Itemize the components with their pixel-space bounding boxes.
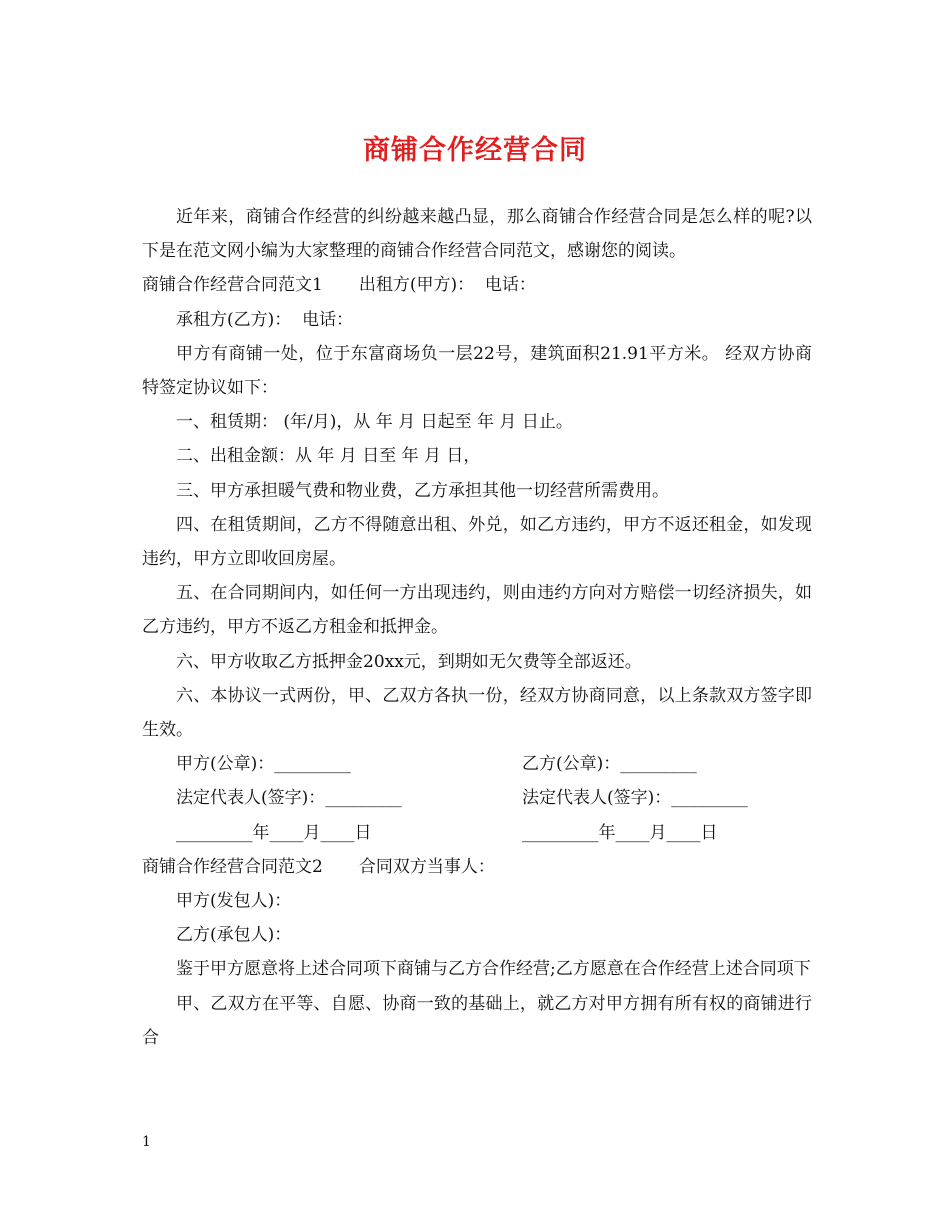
sample2-heading-line xyxy=(142,850,812,884)
party-b-date: _________年____月____日 xyxy=(522,822,718,843)
clause-3: 三、甲方承担暖气费和物业费，乙方承担其他一切经营所需费用。 xyxy=(176,480,669,501)
signature-date-row xyxy=(142,816,812,850)
lessor-phone-label: 电话： xyxy=(484,275,536,296)
party-b-seal: 乙方(公章)：_________ xyxy=(522,754,697,775)
lessor-label: 出租方(甲方)： xyxy=(358,275,475,296)
signature-seal-row xyxy=(142,747,812,781)
intro-line-2: 呢?以下是在范文网小编为大家整理的商铺合作经营合同范文，感谢您的阅读。 xyxy=(142,207,813,262)
lessee-line xyxy=(142,303,812,337)
intro-line-1: 近年来，商铺合作经营的纠纷越来越凸显，那么商铺合作经营合同是怎么样的 xyxy=(176,207,769,227)
document-body xyxy=(142,200,812,1055)
signature-rep-row xyxy=(142,781,812,815)
sample2-paragraph-2: 甲、乙双方在平等、自愿、协商一致的基础上，就乙方对甲方拥有所有权的商铺进行合 xyxy=(142,993,812,1048)
clause-2: 二、出租金额：从 年 月 日至 年 月 日， xyxy=(176,446,481,467)
parties-label: 合同双方当事人： xyxy=(358,856,495,877)
party-a-date: _________年____月____日 xyxy=(176,822,372,843)
party-a-representative: 法定代表人(签字)：_________ xyxy=(176,788,402,809)
page-number: 1 xyxy=(142,1134,151,1150)
clause-4: 四、在租赁期间，乙方不得随意出租、外兑，如乙方违约，甲方不返还租金，如发现违约，甲方立即收回房屋。 xyxy=(142,514,812,570)
lessee-label: 承租方(乙方)： xyxy=(176,309,292,330)
party-b-representative: 法定代表人(签字)：_________ xyxy=(522,788,748,809)
clause-7: 六、本协议一式两份，甲、乙双方各执一份，经双方协商同意，以上条款双方签字即生效。 xyxy=(142,685,812,741)
sample1-heading-line xyxy=(142,268,812,302)
party-a-seal: 甲方(公章)：_________ xyxy=(176,754,351,775)
clause-6: 六、甲方收取乙方抵押金20xx元，到期如无欠费等全部返还。 xyxy=(176,651,642,672)
location-paragraph: 甲方有商铺一处，位于东富商场负一层22号，建筑面积21.91平方米。 经双方协商特签定协议如下： xyxy=(142,343,812,399)
document-title: 商铺合作经营合同 xyxy=(363,135,587,166)
clause-5: 五、在合同期间内，如任何一方出现违约，则由违约方向对方赔偿一切经济损失，如乙方违约，甲方不返乙方租金和抵押金。 xyxy=(142,583,812,638)
party-a-employer: 甲方(发包人)： xyxy=(176,891,292,912)
party-b-contractor: 乙方(承包人)： xyxy=(176,925,292,946)
sample2-heading: 商铺合作经营合同范文2 xyxy=(142,856,323,877)
sample2-paragraph-1: 鉴于甲方愿意将上述合同项下商铺与乙方合作经营;乙方愿意在合作经营上述合同项下 xyxy=(176,959,811,980)
lessee-phone-label: 电话： xyxy=(302,309,354,330)
clause-1: 一、租赁期： (年/月)，从 年 月 日起至 年 月 日止。 xyxy=(176,412,573,433)
sample1-heading: 商铺合作经营合同范文1 xyxy=(142,275,323,296)
intro-paragraph xyxy=(142,200,812,268)
